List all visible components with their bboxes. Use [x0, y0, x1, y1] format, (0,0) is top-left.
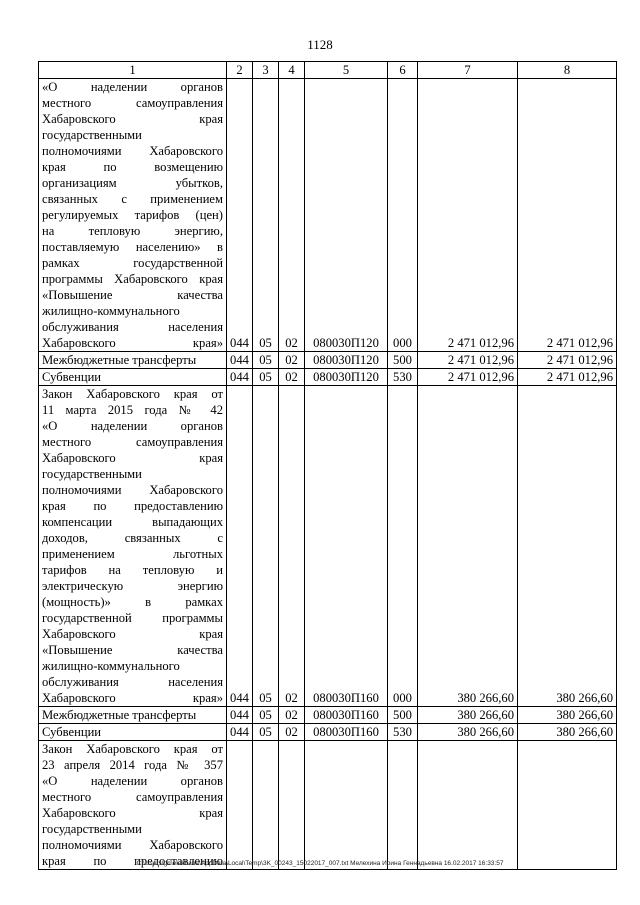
description-line: Хабаровского края» [42, 691, 223, 705]
table-row [39, 369, 617, 386]
description-line: обслуживания населения [42, 320, 223, 334]
description-line: «О наделении органов [42, 774, 223, 788]
amount-column-7 [418, 741, 518, 870]
expense-type-code: 000 [388, 386, 418, 707]
description-line: «Повышение качества [42, 288, 223, 302]
target-article-code: 080030П160 [305, 386, 388, 707]
description-line: тарифов на тепловую и [42, 563, 223, 577]
description-line: Субвенции [42, 370, 102, 384]
description-line: местного самоуправления [42, 96, 223, 110]
chapter-code: 044 [227, 386, 253, 707]
section-code: 05 [253, 724, 279, 741]
row-description [39, 369, 227, 386]
chapter-code: 044 [227, 724, 253, 741]
description-line: Межбюджетные трансферты [42, 353, 197, 367]
description-line: Хабаровского края» [42, 336, 223, 350]
description-line: края по предоставлению [42, 854, 223, 868]
table-row [39, 352, 617, 369]
target-article-code: 080030П160 [305, 707, 388, 724]
subsection-code: 02 [279, 79, 305, 352]
description-line: края по предоставлению [42, 499, 223, 513]
section-code: 05 [253, 352, 279, 369]
description-line: программы Хабаровского края [42, 272, 223, 286]
amount-column-8: 380 266,60 [518, 724, 617, 741]
amount-column-7: 380 266,60 [418, 386, 518, 707]
description-line: государственными [42, 128, 142, 142]
amount-column-7: 380 266,60 [418, 724, 518, 741]
table-body [39, 79, 617, 870]
description-line: полномочиями Хабаровского [42, 483, 223, 497]
chapter-code: 044 [227, 369, 253, 386]
chapter-code: 044 [227, 707, 253, 724]
subsection-code: 02 [279, 724, 305, 741]
section-code: 05 [253, 369, 279, 386]
subsection-code: 02 [279, 386, 305, 707]
description-line: государственными [42, 467, 142, 481]
description-line: Субвенции [42, 725, 102, 739]
amount-column-8: 2 471 012,96 [518, 352, 617, 369]
column-header-3: 3 [253, 62, 279, 79]
section-code [253, 741, 279, 870]
column-header-5: 5 [305, 62, 388, 79]
row-description [39, 741, 227, 870]
description-line: на тепловую энергию, [42, 224, 223, 238]
row-description [39, 79, 227, 352]
page-number: 1128 [307, 37, 333, 52]
amount-column-7: 2 471 012,96 [418, 352, 518, 369]
description-line: местного самоуправления [42, 790, 223, 804]
description-line: (мощность)» в рамках [42, 595, 223, 609]
amount-column-7: 2 471 012,96 [418, 369, 518, 386]
amount-column-8: 380 266,60 [518, 386, 617, 707]
table-row [39, 386, 617, 707]
chapter-code [227, 741, 253, 870]
section-code: 05 [253, 386, 279, 707]
table-row [39, 707, 617, 724]
description-line: Закон Хабаровского края от [42, 387, 223, 401]
description-line: поставляемую населению» в [42, 240, 223, 254]
description-line: «Повышение качества [42, 643, 223, 657]
description-line: края по возмещению [42, 160, 223, 174]
description-line: государственными [42, 822, 142, 836]
chapter-code: 044 [227, 352, 253, 369]
subsection-code [279, 741, 305, 870]
table-row [39, 741, 617, 870]
expense-type-code [388, 741, 418, 870]
expense-type-code: 000 [388, 79, 418, 352]
description-line: 11 марта 2015 года № 42 [42, 403, 223, 417]
description-line: электрическую энергию [42, 579, 223, 593]
column-header-7: 7 [418, 62, 518, 79]
description-line: государственной программы [42, 611, 223, 625]
section-code: 05 [253, 79, 279, 352]
expense-type-code: 530 [388, 369, 418, 386]
table-row [39, 79, 617, 352]
description-line: рамках государственной [42, 256, 223, 270]
description-line: 23 апреля 2014 года № 357 [42, 758, 223, 772]
target-article-code: 080030П120 [305, 369, 388, 386]
file-path-footer: C:\Users\gmelekhana\AppData\Local\Temp\3K_00243_15022017_007.txt Мелехина Ирина Геннадьевна 16.02.2017 16:33:57 [136, 860, 504, 867]
description-line: Межбюджетные трансферты [42, 708, 197, 722]
row-description [39, 724, 227, 741]
subsection-code: 02 [279, 707, 305, 724]
description-line: Хабаровского края [42, 806, 223, 820]
description-line: обслуживания населения [42, 675, 223, 689]
column-header-1: 1 [39, 62, 227, 79]
amount-column-8: 2 471 012,96 [518, 369, 617, 386]
description-line: жилищно-коммунального [42, 659, 180, 673]
row-description [39, 707, 227, 724]
description-line: связанных с применением [42, 192, 223, 206]
column-header-8: 8 [518, 62, 617, 79]
column-header-4: 4 [279, 62, 305, 79]
table-row [39, 724, 617, 741]
target-article-code: 080030П120 [305, 352, 388, 369]
target-article-code: 080030П120 [305, 79, 388, 352]
subsection-code: 02 [279, 369, 305, 386]
target-article-code: 080030П160 [305, 724, 388, 741]
amount-column-8: 380 266,60 [518, 707, 617, 724]
target-article-code [305, 741, 388, 870]
expense-type-code: 500 [388, 352, 418, 369]
description-line: «О наделении органов [42, 80, 223, 94]
description-line: регулируемых тарифов (цен) [42, 208, 223, 222]
table-header-row [39, 62, 617, 79]
expense-type-code: 530 [388, 724, 418, 741]
row-description [39, 386, 227, 707]
chapter-code: 044 [227, 79, 253, 352]
description-line: местного самоуправления [42, 435, 223, 449]
description-line: компенсации выпадающих [42, 515, 223, 529]
amount-column-8: 2 471 012,96 [518, 79, 617, 352]
description-line: доходов, связанных с [42, 531, 223, 545]
description-line: Хабаровского края [42, 112, 223, 126]
description-line: жилищно-коммунального [42, 304, 180, 318]
description-line: Хабаровского края [42, 451, 223, 465]
column-header-2: 2 [227, 62, 253, 79]
amount-column-7: 2 471 012,96 [418, 79, 518, 352]
section-code: 05 [253, 707, 279, 724]
subsection-code: 02 [279, 352, 305, 369]
row-description [39, 352, 227, 369]
description-line: применением льготных [42, 547, 223, 561]
description-line: полномочиями Хабаровского [42, 838, 223, 852]
description-line: Хабаровского края [42, 627, 223, 641]
description-line: организациям убытков, [42, 176, 223, 190]
amount-column-8 [518, 741, 617, 870]
description-line: полномочиями Хабаровского [42, 144, 223, 158]
expense-type-code: 500 [388, 707, 418, 724]
budget-table [38, 61, 617, 870]
description-line: «О наделении органов [42, 419, 223, 433]
amount-column-7: 380 266,60 [418, 707, 518, 724]
description-line: Закон Хабаровского края от [42, 742, 223, 756]
column-header-6: 6 [388, 62, 418, 79]
